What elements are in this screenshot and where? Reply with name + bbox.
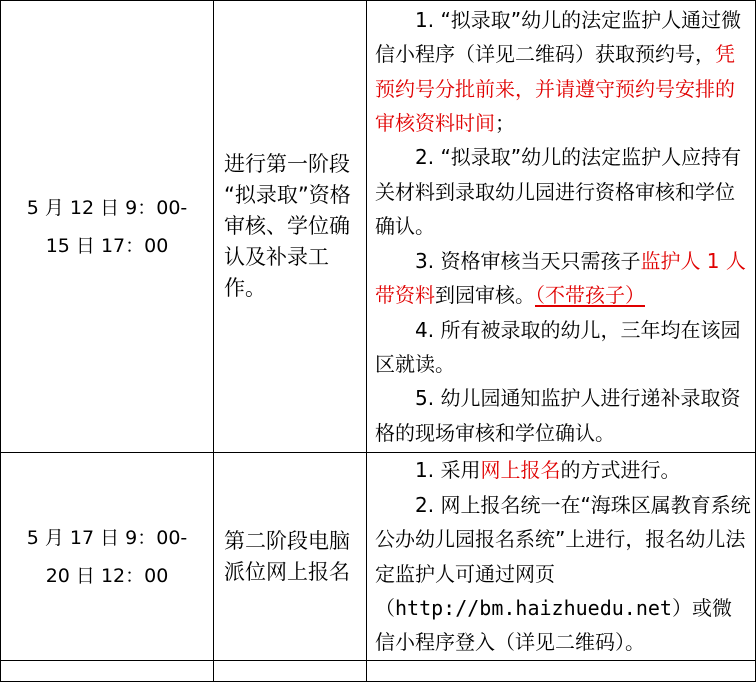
- time-cell: [1, 453, 214, 661]
- website-link[interactable]: http://bm.haizhuedu.net: [395, 595, 672, 620]
- details-cell: [367, 453, 756, 661]
- time-cell: [1, 1, 214, 453]
- details-cell: [367, 1, 756, 453]
- table-row: [1, 453, 756, 661]
- detail-item: 5. 幼儿园通知监护人进行递补录取资格的现场审核和学位确认。: [375, 386, 741, 445]
- time-end: 15 日 17：00: [45, 234, 169, 257]
- detail-item: 4. 所有被录取的幼儿，三年均在该园区就读。: [375, 317, 741, 376]
- detail-item: 2. 网上报名统一在“海珠区属教育系统公办幼儿园报名系统”上进行，报名幼儿法定监护人可通过网页（http://bm.haizhuedu.net）或微信小程序登入（详见二维码）。: [375, 492, 751, 655]
- stage-text: 第二阶段电脑派位网上报名: [224, 528, 350, 584]
- detail-item: 2. “拟录取”幼儿的法定监护人应持有关材料到录取幼儿园进行资格审核和学位确认。: [375, 145, 742, 239]
- detail-item: 1. “拟录取”幼儿的法定监护人通过微信小程序（详见二维码）获取预约号，凭预约号分批前来，并请遵守预约号安排的审核资料时间；: [375, 7, 742, 136]
- stage-text: 进行第一阶段 “拟录取”资格审核、学位确认及补录工作。: [224, 152, 351, 300]
- detail-item: 1. 采用网上报名的方式进行。: [415, 458, 681, 483]
- time-start: 5 月 12 日 9：00-: [26, 196, 188, 219]
- stage-cell: [214, 453, 367, 661]
- stage-cell: [214, 1, 367, 453]
- time-end: 20 日 12：00: [45, 564, 169, 587]
- detail-item: 3. 资格审核当天只需孩子监护人 1 人带资料到园审核。（不带孩子）: [375, 248, 746, 308]
- time-start: 5 月 17 日 9：00-: [26, 526, 188, 549]
- table-row: [1, 1, 756, 453]
